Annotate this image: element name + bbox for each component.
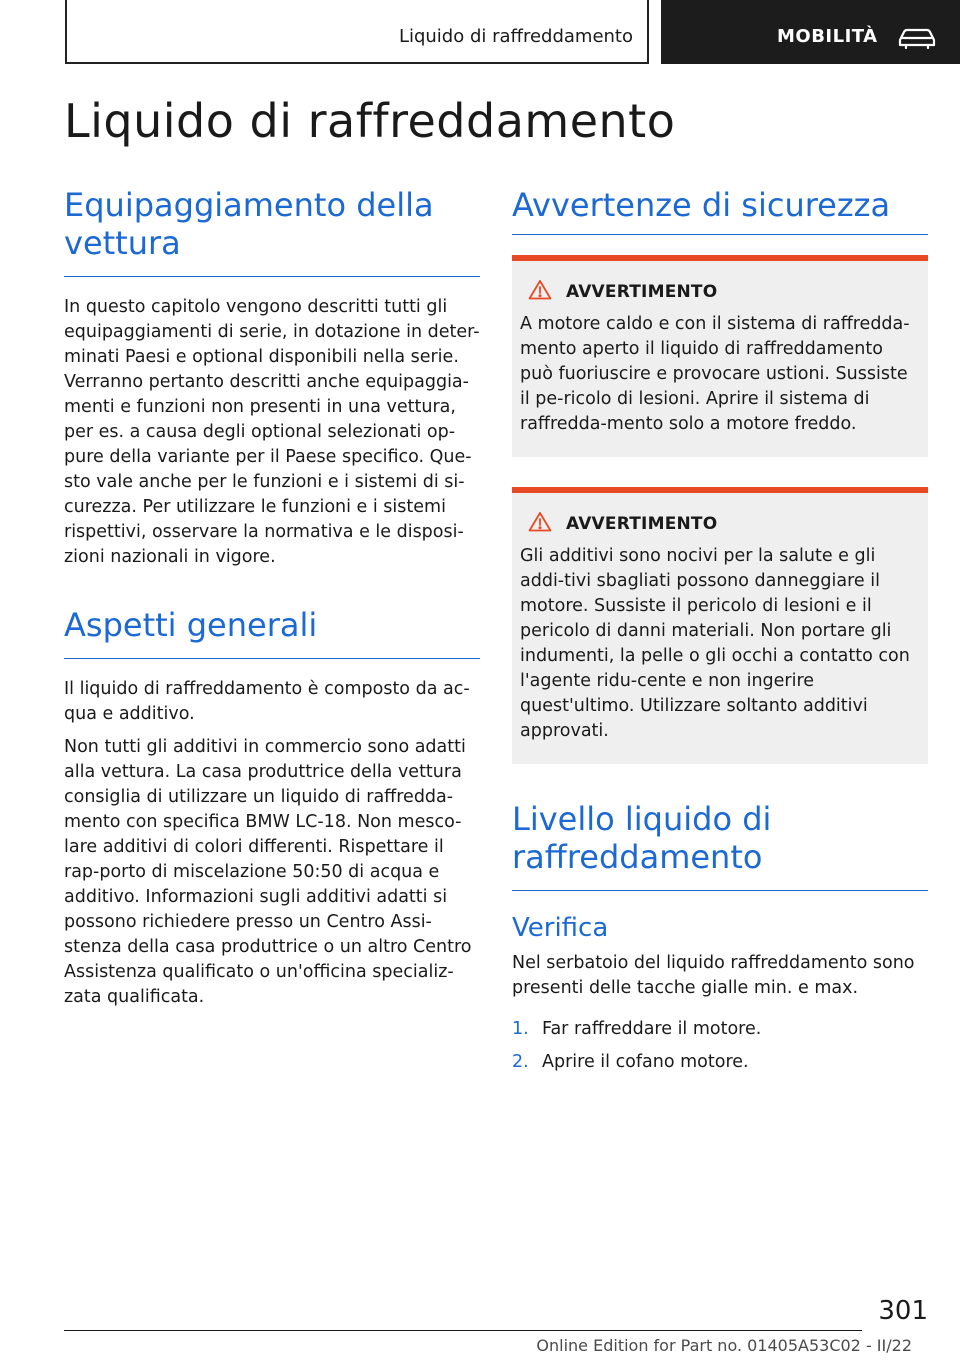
header-chapter-label: MOBILITÀ [777, 26, 878, 47]
list-item [512, 1050, 928, 1075]
warning-triangle-icon [520, 511, 566, 536]
general-paragraph-2: Non tutti gli additivi in commercio sono adatti alla vettura. La casa produttrice della vettura consiglia di utilizzare un liquido di raffredda-mento con specifica BMW LC-18. Non mesco-lare additivi di colori differenti. Rispettare il rap-porto di miscelazione 50:50 di acqua e additivo. Informazioni sugli additivi adatti si possono richiedere presso un Centro Assi-stenza della casa produttrice o un altro Centro Assistenza qualificato o un'officina specializ-zata qualificata. [64, 737, 472, 1007]
warning-triangle-icon [520, 279, 566, 304]
verifica-subheading: Verifica [512, 913, 609, 943]
car-icon [897, 27, 937, 53]
warning-header [520, 279, 920, 304]
warning-text: Gli additivi sono nocivi per la salute e gli addi-tivi sbagliati possono danneggiare il motore. Sussiste il pericolo di lesioni e il pericolo di danni materiali. Non portare gli indumenti, la pelle o gli occhi a contatto con l'agente ridu-cente e non ingerire quest'ultimo. Utilizzare soltanto additivi approvati. [520, 546, 910, 741]
footer-edition: Online Edition for Part no. 01405A53C02 - II/22 [536, 1336, 912, 1355]
step-number: 1. [512, 1019, 529, 1039]
equipment-section [64, 186, 480, 570]
general-paragraph-1: Il liquido di raffreddamento è composto da ac-qua e additivo. [64, 679, 470, 724]
equipment-paragraph: In questo capitolo vengono descritti tutti gli equipaggiamenti di serie, in dotazione in deter-minati Paesi e optional disponibili nella serie. Verranno pertanto descritti anche equipaggia-menti e funzioni non presenti in una vettura, per es. a causa degli optional selezionati op-pure della variante per il Paese specifico. Que-sto vale anche per le funzioni e i sistemi di si-curezza. Per utilizzare le funzioni e i sistemi rispettivi, osservare la normativa e le disposi-zioni nazionali in vigore. [64, 297, 480, 567]
level-paragraph: Nel serbatoio del liquido raffreddamento sono presenti delle tacche gialle min. e max. [512, 953, 915, 998]
steps-list [512, 1017, 928, 1075]
footer-divider [64, 1330, 862, 1331]
level-section [512, 800, 928, 1075]
safety-heading: Avvertenze di sicurezza [512, 186, 928, 235]
warning-box [512, 255, 928, 457]
step-text: Aprire il cofano motore. [542, 1052, 749, 1072]
header-section-title: Liquido di raffreddamento [398, 26, 633, 47]
list-item [512, 1017, 928, 1042]
left-column [64, 186, 480, 1010]
warning-title: AVVERTIMENTO [566, 513, 718, 534]
level-heading: Livello liquido di raffreddamento [512, 800, 928, 891]
warning-text: A motore caldo e con il sistema di raffredda-mento aperto il liquido di raffreddamento può fuoriuscire e provocare ustioni. Sussiste il pe-ricolo di lesioni. Aprire il sistema di raffredda-mento solo a motore freddo. [520, 314, 910, 434]
general-heading: Aspetti generali [64, 606, 480, 659]
warning-header [520, 511, 920, 536]
warning-title: AVVERTIMENTO [566, 281, 718, 302]
right-column [512, 186, 928, 1083]
general-section [64, 606, 480, 1010]
safety-section [512, 186, 928, 764]
equipment-heading: Equipaggiamento della vettura [64, 186, 480, 277]
step-number: 2. [512, 1052, 529, 1072]
page-title: Liquido di raffreddamento [64, 94, 676, 148]
page-number: 301 [878, 1296, 928, 1326]
header-section-box [65, 0, 649, 64]
header-chapter-tab[interactable] [661, 0, 960, 64]
step-text: Far raffreddare il motore. [542, 1019, 762, 1039]
warning-box [512, 487, 928, 764]
